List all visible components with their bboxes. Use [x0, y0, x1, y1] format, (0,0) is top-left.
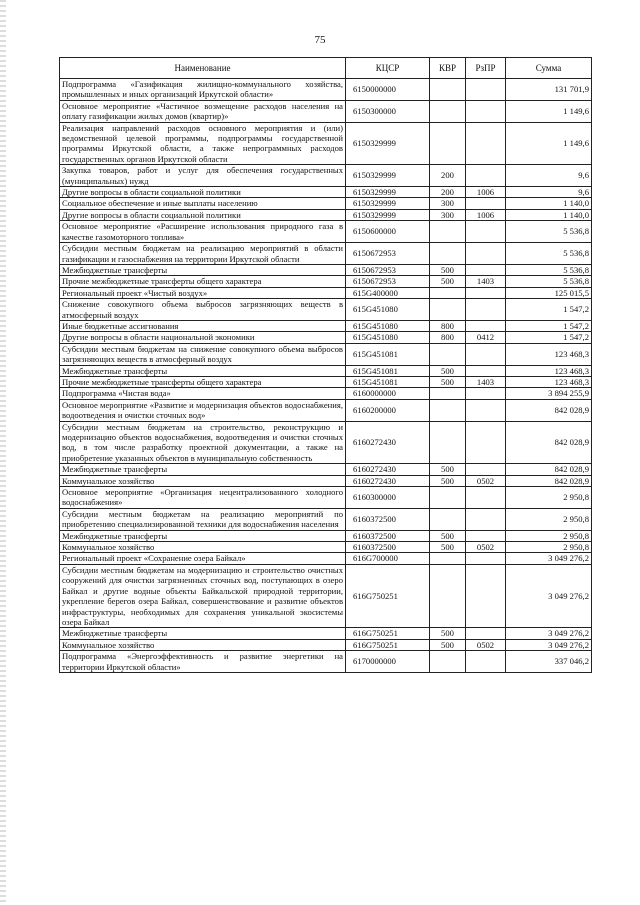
cell-kvr: 500 [430, 628, 466, 639]
table-row [60, 243, 592, 265]
cell-kvr [430, 299, 466, 321]
cell-kvr: 500 [430, 475, 466, 486]
cell-name: Субсидии местным бюджетам на реализацию мероприятий по приобретению специализированной техники для водоснабжения населения [60, 508, 346, 530]
cell-name: Снижение совокупного объема выбросов загрязняющих веществ в атмосферный воздух [60, 299, 346, 321]
cell-name: Межбюджетные трансферты [60, 628, 346, 639]
table-row [60, 530, 592, 541]
cell-rpr [466, 530, 506, 541]
cell-rpr [466, 553, 506, 564]
cell-name: Основное мероприятие «Расширение использования природного газа в качестве газомоторного топлива» [60, 221, 346, 243]
table-row [60, 487, 592, 509]
cell-name: Межбюджетные трансферты [60, 530, 346, 541]
cell-rpr [466, 264, 506, 275]
cell-name: Коммунальное хозяйство [60, 475, 346, 486]
cell-kvr: 200 [430, 165, 466, 187]
cell-name: Субсидии местным бюджетам на строительство, реконструкцию и модернизацию объектов водоснабжения, водоотведения и очистки сточных вод, в том числе разработку проектной документации, а также на приобретение указанных объектов в муниципальную собственность [60, 421, 346, 464]
cell-kvr [430, 287, 466, 298]
cell-kvr: 500 [430, 530, 466, 541]
table-row [60, 122, 592, 165]
cell-code: 615G451080 [346, 320, 430, 331]
table-header-row [60, 58, 592, 79]
table-row [60, 553, 592, 564]
cell-code: 616G750251 [346, 628, 430, 639]
cell-rpr [466, 165, 506, 187]
cell-code: 616G750251 [346, 639, 430, 650]
table-row [60, 508, 592, 530]
cell-kvr: 200 [430, 187, 466, 198]
cell-kvr [430, 343, 466, 365]
cell-rpr: 1006 [466, 187, 506, 198]
cell-rpr [466, 100, 506, 122]
cell-name: Субсидии местным бюджетам на реализацию мероприятий в области газификации и газоснабжения на территории Иркутской области [60, 243, 346, 265]
cell-code: 6150329999 [346, 198, 430, 209]
cell-rpr: 1006 [466, 209, 506, 220]
table-row [60, 542, 592, 553]
table-row [60, 79, 592, 101]
cell-rpr [466, 79, 506, 101]
cell-name: Коммунальное хозяйство [60, 542, 346, 553]
header-code: КЦСР [346, 58, 430, 79]
cell-code: 6150600000 [346, 221, 430, 243]
cell-kvr [430, 122, 466, 165]
cell-rpr: 0412 [466, 332, 506, 343]
table-row [60, 221, 592, 243]
cell-rpr [466, 221, 506, 243]
cell-rpr: 0502 [466, 475, 506, 486]
cell-kvr [430, 564, 466, 627]
cell-sum: 1 149,6 [506, 122, 592, 165]
cell-rpr [466, 243, 506, 265]
table-row [60, 100, 592, 122]
cell-kvr [430, 388, 466, 399]
cell-rpr [466, 287, 506, 298]
table-row [60, 165, 592, 187]
cell-name: Региональный проект «Чистый воздух» [60, 287, 346, 298]
table-row [60, 651, 592, 673]
cell-code: 6160272430 [346, 464, 430, 475]
cell-kvr: 500 [430, 464, 466, 475]
cell-rpr: 0502 [466, 542, 506, 553]
table-row [60, 475, 592, 486]
cell-rpr [466, 388, 506, 399]
cell-kvr: 500 [430, 542, 466, 553]
table-row [60, 198, 592, 209]
cell-sum: 1 140,0 [506, 198, 592, 209]
table-row [60, 639, 592, 650]
cell-name: Основное мероприятие «Развитие и модернизация объектов водоснабжения, водоотведения и очистки сточных вод» [60, 399, 346, 421]
cell-sum: 842 028,9 [506, 421, 592, 464]
cell-name: Коммунальное хозяйство [60, 639, 346, 650]
table-row [60, 320, 592, 331]
cell-name: Другие вопросы в области национальной экономики [60, 332, 346, 343]
cell-code: 616G750251 [346, 564, 430, 627]
cell-kvr [430, 243, 466, 265]
cell-name: Подпрограмма «Газификация жилищно-коммунального хозяйства, промышленных и иных организаций Иркутской области» [60, 79, 346, 101]
cell-name: Основное мероприятие «Организация нецентрализованного холодного водоснабжения» [60, 487, 346, 509]
cell-name: Прочие межбюджетные трансферты общего характера [60, 376, 346, 387]
cell-kvr: 500 [430, 376, 466, 387]
cell-code: 6160272430 [346, 475, 430, 486]
cell-kvr: 500 [430, 264, 466, 275]
cell-code: 6150672953 [346, 276, 430, 287]
cell-code: 615G451081 [346, 343, 430, 365]
cell-kvr: 300 [430, 198, 466, 209]
cell-rpr [466, 487, 506, 509]
cell-code: 6160372500 [346, 542, 430, 553]
cell-sum: 3 049 276,2 [506, 628, 592, 639]
cell-sum: 123 468,3 [506, 343, 592, 365]
cell-name: Основное мероприятие «Частичное возмещение расходов населения на оплату газификации жилых домов (квартир)» [60, 100, 346, 122]
cell-sum: 842 028,9 [506, 464, 592, 475]
cell-sum: 1 547,2 [506, 299, 592, 321]
table-row [60, 564, 592, 627]
cell-rpr [466, 421, 506, 464]
cell-kvr [430, 651, 466, 673]
cell-rpr [466, 343, 506, 365]
header-name: Наименование [60, 58, 346, 79]
cell-code: 6160000000 [346, 388, 430, 399]
table-row [60, 343, 592, 365]
cell-rpr [466, 365, 506, 376]
cell-code: 6150672953 [346, 264, 430, 275]
cell-kvr: 500 [430, 365, 466, 376]
cell-sum: 5 536,8 [506, 221, 592, 243]
cell-name: Региональный проект «Сохранение озера Байкал» [60, 553, 346, 564]
cell-kvr [430, 100, 466, 122]
cell-rpr [466, 399, 506, 421]
cell-rpr [466, 508, 506, 530]
cell-rpr [466, 564, 506, 627]
scan-edge-marks [0, 0, 6, 905]
cell-name: Межбюджетные трансферты [60, 264, 346, 275]
cell-name: Закупка товаров, работ и услуг для обеспечения государственных (муниципальных) нужд [60, 165, 346, 187]
cell-sum: 2 950,8 [506, 542, 592, 553]
table-row [60, 209, 592, 220]
cell-sum: 5 536,8 [506, 264, 592, 275]
cell-sum: 3 049 276,2 [506, 639, 592, 650]
cell-rpr [466, 122, 506, 165]
cell-code: 6160200000 [346, 399, 430, 421]
cell-name: Подпрограмма «Энергоэффективность и развитие энергетики на территории Иркутской области» [60, 651, 346, 673]
cell-rpr [466, 464, 506, 475]
table-row [60, 464, 592, 475]
cell-sum: 842 028,9 [506, 399, 592, 421]
table-row [60, 187, 592, 198]
cell-rpr: 1403 [466, 276, 506, 287]
cell-sum: 9,6 [506, 165, 592, 187]
cell-sum: 3 894 255,9 [506, 388, 592, 399]
cell-rpr: 1403 [466, 376, 506, 387]
cell-sum: 125 015,5 [506, 287, 592, 298]
cell-sum: 3 049 276,2 [506, 564, 592, 627]
cell-kvr [430, 79, 466, 101]
table-row [60, 376, 592, 387]
cell-sum: 1 149,6 [506, 100, 592, 122]
cell-kvr: 500 [430, 276, 466, 287]
table-row [60, 628, 592, 639]
cell-kvr [430, 221, 466, 243]
cell-name: Другие вопросы в области социальной политики [60, 209, 346, 220]
cell-name: Реализация направлений расходов основного мероприятия и (или) ведомственной целевой программы, подпрограммы государственной программы Иркутской области, а также непрограммных расходов государственных органов Иркутской области [60, 122, 346, 165]
cell-kvr: 500 [430, 639, 466, 650]
cell-kvr [430, 487, 466, 509]
table-row [60, 299, 592, 321]
cell-code: 615G400000 [346, 287, 430, 298]
cell-kvr [430, 508, 466, 530]
cell-name: Иные бюджетные ассигнования [60, 320, 346, 331]
table-row [60, 264, 592, 275]
header-rpr: РзПР [466, 58, 506, 79]
cell-sum: 1 547,2 [506, 332, 592, 343]
cell-rpr [466, 628, 506, 639]
cell-sum: 1 547,2 [506, 320, 592, 331]
cell-name: Подпрограмма «Чистая вода» [60, 388, 346, 399]
cell-code: 6150329999 [346, 122, 430, 165]
table-row [60, 276, 592, 287]
cell-sum: 131 701,9 [506, 79, 592, 101]
cell-code: 6150672953 [346, 243, 430, 265]
cell-name: Межбюджетные трансферты [60, 464, 346, 475]
cell-rpr: 0502 [466, 639, 506, 650]
table-row [60, 399, 592, 421]
cell-code: 6170000000 [346, 651, 430, 673]
cell-sum: 3 049 276,2 [506, 553, 592, 564]
cell-name: Субсидии местным бюджетам на снижение совокупного объема выбросов загрязняющих веществ в атмосферный воздух [60, 343, 346, 365]
cell-kvr: 800 [430, 320, 466, 331]
cell-code: 6150329999 [346, 187, 430, 198]
cell-sum: 2 950,8 [506, 487, 592, 509]
cell-code: 615G451080 [346, 299, 430, 321]
cell-sum: 2 950,8 [506, 508, 592, 530]
cell-code: 6150329999 [346, 165, 430, 187]
cell-kvr: 800 [430, 332, 466, 343]
cell-sum: 5 536,8 [506, 243, 592, 265]
table-row [60, 332, 592, 343]
cell-sum: 5 536,8 [506, 276, 592, 287]
cell-rpr [466, 651, 506, 673]
cell-name: Субсидии местным бюджетам на модернизацию и строительство очистных сооружений для очистки загрязненных сточных вод, поступающих в озеро Байкал и другие водные объекты Байкальской природной территории, укрепление берегов озера Байкал, совершенствование и развитие объектов инфраструктуры, необходимых для сохранения уникальной экосистемы озера Байкал [60, 564, 346, 627]
cell-kvr [430, 553, 466, 564]
cell-code: 615G451081 [346, 365, 430, 376]
cell-name: Прочие межбюджетные трансферты общего характера [60, 276, 346, 287]
cell-sum: 1 140,0 [506, 209, 592, 220]
cell-rpr [466, 299, 506, 321]
page-number: 75 [314, 34, 326, 46]
cell-sum: 337 046,2 [506, 651, 592, 673]
cell-sum: 2 950,8 [506, 530, 592, 541]
budget-table [59, 57, 592, 673]
cell-code: 6160272430 [346, 421, 430, 464]
cell-rpr [466, 320, 506, 331]
table-row [60, 421, 592, 464]
cell-code: 6150329999 [346, 209, 430, 220]
cell-sum: 123 468,3 [506, 376, 592, 387]
cell-name: Социальное обеспечение и иные выплаты населению [60, 198, 346, 209]
cell-code: 6160372500 [346, 530, 430, 541]
cell-code: 6160300000 [346, 487, 430, 509]
table-row [60, 388, 592, 399]
cell-code: 6150300000 [346, 100, 430, 122]
cell-code: 615G451080 [346, 332, 430, 343]
cell-sum: 9,6 [506, 187, 592, 198]
cell-name: Межбюджетные трансферты [60, 365, 346, 376]
cell-rpr [466, 198, 506, 209]
header-sum: Сумма [506, 58, 592, 79]
cell-kvr [430, 399, 466, 421]
cell-sum: 842 028,9 [506, 475, 592, 486]
cell-code: 6150000000 [346, 79, 430, 101]
cell-sum: 123 468,3 [506, 365, 592, 376]
cell-code: 615G451081 [346, 376, 430, 387]
header-kvr: КВР [430, 58, 466, 79]
table-body [60, 79, 592, 673]
table-row [60, 287, 592, 298]
table-row [60, 365, 592, 376]
cell-kvr: 300 [430, 209, 466, 220]
cell-name: Другие вопросы в области социальной политики [60, 187, 346, 198]
cell-code: 6160372500 [346, 508, 430, 530]
cell-code: 616G700000 [346, 553, 430, 564]
cell-kvr [430, 421, 466, 464]
